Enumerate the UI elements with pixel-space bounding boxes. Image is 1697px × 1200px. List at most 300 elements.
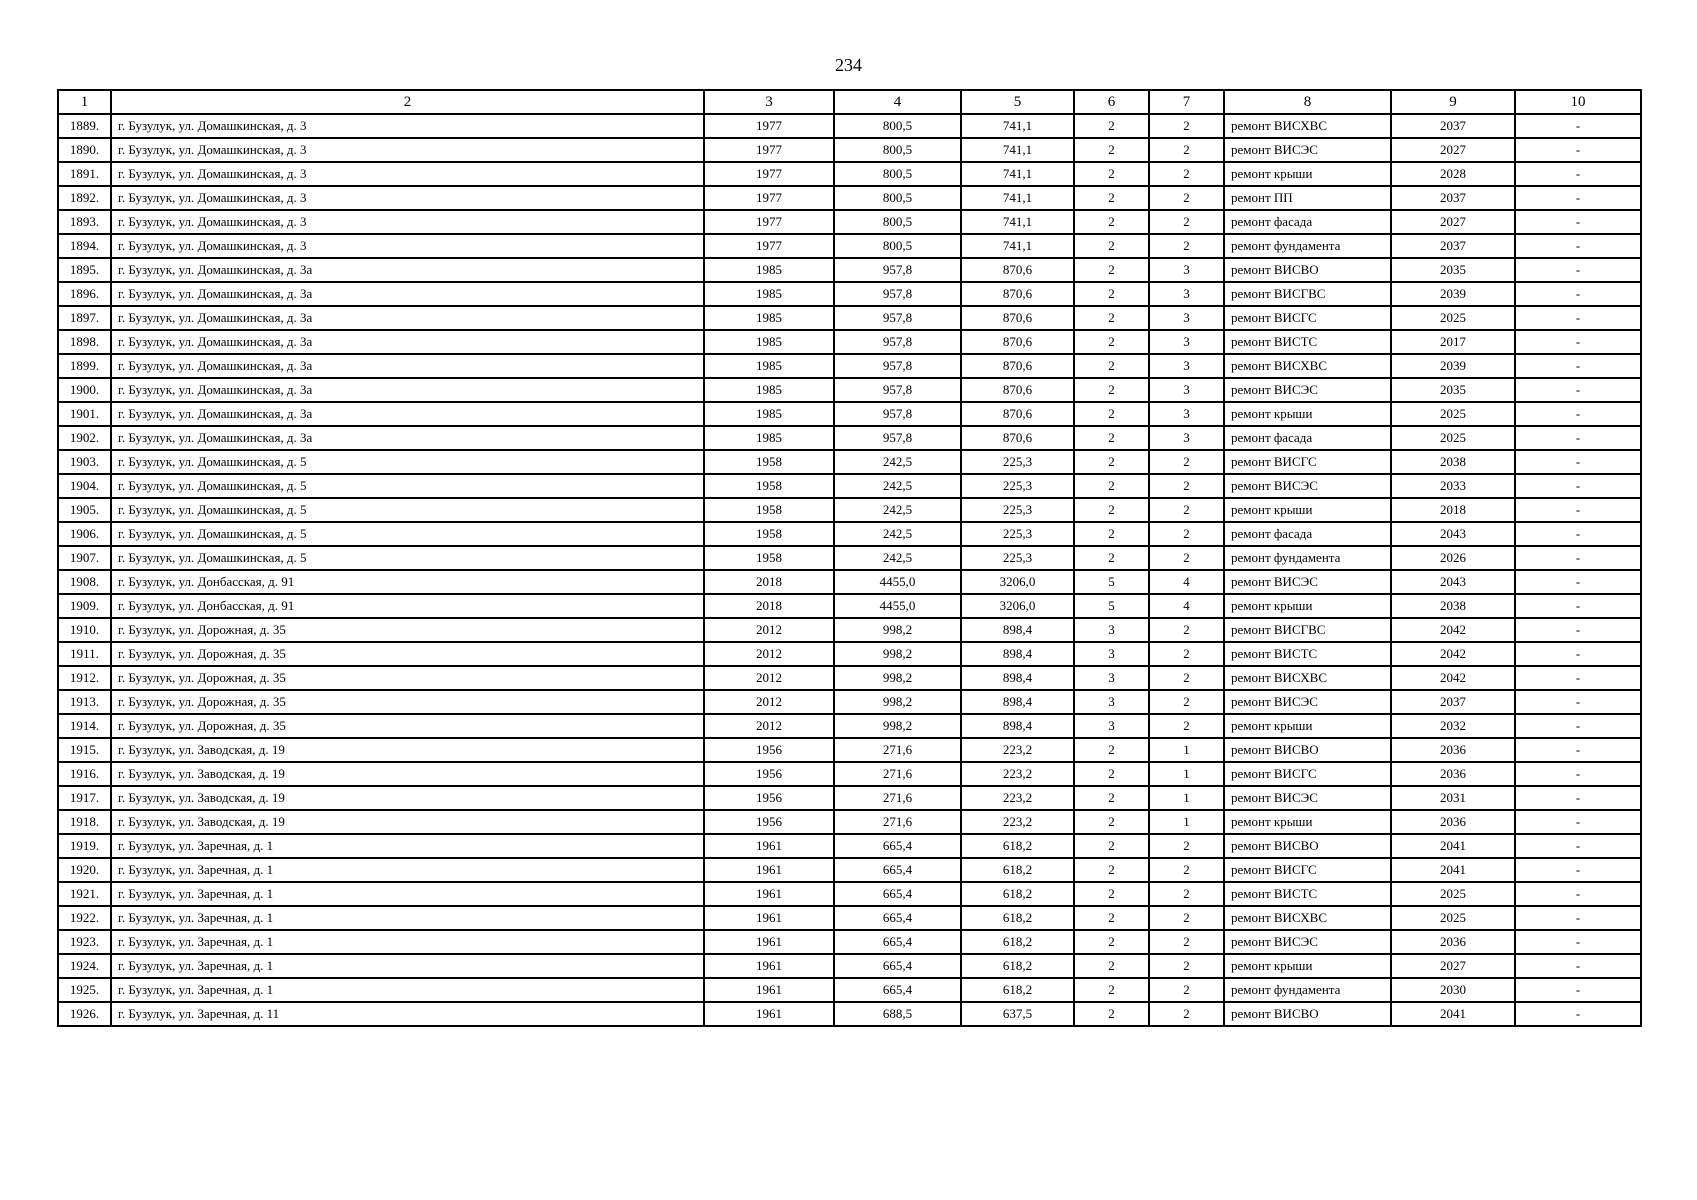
cell-living-area: 741,1 — [961, 210, 1074, 234]
table-row — [58, 978, 1641, 1002]
cell-note: - — [1515, 330, 1641, 354]
cell-year-planned: 2027 — [1391, 210, 1515, 234]
table-row — [58, 474, 1641, 498]
cell-row-number: 1899. — [58, 354, 111, 378]
cell-year-built: 1958 — [704, 474, 834, 498]
cell-floors: 2 — [1074, 330, 1149, 354]
cell-address: г. Бузулук, ул. Заречная, д. 1 — [111, 954, 704, 978]
cell-total-area: 242,5 — [834, 474, 961, 498]
cell-year-planned: 2037 — [1391, 690, 1515, 714]
cell-entrances: 3 — [1149, 306, 1224, 330]
cell-note: - — [1515, 1002, 1641, 1026]
table-row — [58, 138, 1641, 162]
cell-work-type: ремонт крыши — [1224, 594, 1391, 618]
cell-total-area: 957,8 — [834, 378, 961, 402]
cell-work-type: ремонт фундамента — [1224, 978, 1391, 1002]
cell-row-number: 1919. — [58, 834, 111, 858]
cell-living-area: 225,3 — [961, 522, 1074, 546]
cell-living-area: 618,2 — [961, 978, 1074, 1002]
cell-living-area: 618,2 — [961, 858, 1074, 882]
cell-work-type: ремонт ВИСТС — [1224, 330, 1391, 354]
cell-floors: 2 — [1074, 114, 1149, 138]
cell-year-built: 1985 — [704, 426, 834, 450]
cell-year-built: 2012 — [704, 714, 834, 738]
cell-floors: 2 — [1074, 1002, 1149, 1026]
cell-year-built: 1985 — [704, 354, 834, 378]
cell-entrances: 3 — [1149, 282, 1224, 306]
cell-year-planned: 2037 — [1391, 114, 1515, 138]
table-row — [58, 498, 1641, 522]
cell-work-type: ремонт фасада — [1224, 522, 1391, 546]
cell-row-number: 1895. — [58, 258, 111, 282]
cell-entrances: 2 — [1149, 162, 1224, 186]
cell-address: г. Бузулук, ул. Домашкинская, д. 3а — [111, 378, 704, 402]
cell-entrances: 2 — [1149, 930, 1224, 954]
cell-entrances: 2 — [1149, 234, 1224, 258]
cell-total-area: 665,4 — [834, 882, 961, 906]
cell-work-type: ремонт ВИСВО — [1224, 738, 1391, 762]
cell-year-planned: 2030 — [1391, 978, 1515, 1002]
cell-row-number: 1916. — [58, 762, 111, 786]
cell-floors: 5 — [1074, 570, 1149, 594]
cell-living-area: 3206,0 — [961, 594, 1074, 618]
cell-year-planned: 2025 — [1391, 906, 1515, 930]
cell-entrances: 4 — [1149, 594, 1224, 618]
table-row — [58, 258, 1641, 282]
cell-total-area: 957,8 — [834, 258, 961, 282]
cell-floors: 2 — [1074, 162, 1149, 186]
cell-living-area: 618,2 — [961, 954, 1074, 978]
cell-living-area: 898,4 — [961, 642, 1074, 666]
cell-work-type: ремонт ВИСЭС — [1224, 570, 1391, 594]
cell-note: - — [1515, 762, 1641, 786]
cell-year-built: 1961 — [704, 882, 834, 906]
cell-entrances: 2 — [1149, 642, 1224, 666]
cell-floors: 3 — [1074, 666, 1149, 690]
column-header-7: 7 — [1149, 90, 1224, 114]
cell-row-number: 1908. — [58, 570, 111, 594]
cell-entrances: 2 — [1149, 114, 1224, 138]
cell-floors: 2 — [1074, 402, 1149, 426]
cell-year-planned: 2042 — [1391, 642, 1515, 666]
cell-address: г. Бузулук, ул. Домашкинская, д. 5 — [111, 474, 704, 498]
cell-year-built: 1985 — [704, 306, 834, 330]
table-row — [58, 762, 1641, 786]
cell-note: - — [1515, 546, 1641, 570]
cell-floors: 5 — [1074, 594, 1149, 618]
cell-total-area: 271,6 — [834, 738, 961, 762]
cell-year-planned: 2036 — [1391, 810, 1515, 834]
cell-row-number: 1900. — [58, 378, 111, 402]
cell-note: - — [1515, 162, 1641, 186]
cell-work-type: ремонт ВИСЭС — [1224, 378, 1391, 402]
cell-row-number: 1910. — [58, 618, 111, 642]
cell-entrances: 2 — [1149, 690, 1224, 714]
cell-year-built: 1958 — [704, 450, 834, 474]
cell-work-type: ремонт крыши — [1224, 498, 1391, 522]
cell-work-type: ремонт ВИСТС — [1224, 642, 1391, 666]
cell-address: г. Бузулук, ул. Домашкинская, д. 3а — [111, 282, 704, 306]
cell-floors: 2 — [1074, 258, 1149, 282]
cell-living-area: 741,1 — [961, 138, 1074, 162]
cell-address: г. Бузулук, ул. Дорожная, д. 35 — [111, 714, 704, 738]
cell-year-built: 1961 — [704, 930, 834, 954]
cell-floors: 2 — [1074, 858, 1149, 882]
cell-entrances: 1 — [1149, 810, 1224, 834]
cell-address: г. Бузулук, ул. Домашкинская, д. 3а — [111, 330, 704, 354]
cell-entrances: 2 — [1149, 906, 1224, 930]
cell-work-type: ремонт ВИСЭС — [1224, 474, 1391, 498]
cell-address: г. Бузулук, ул. Заречная, д. 11 — [111, 1002, 704, 1026]
cell-floors: 2 — [1074, 186, 1149, 210]
table-row — [58, 210, 1641, 234]
table-row — [58, 786, 1641, 810]
cell-year-built: 1985 — [704, 378, 834, 402]
table-row — [58, 858, 1641, 882]
cell-entrances: 1 — [1149, 762, 1224, 786]
cell-address: г. Бузулук, ул. Дорожная, д. 35 — [111, 642, 704, 666]
cell-work-type: ремонт ВИСВО — [1224, 258, 1391, 282]
cell-row-number: 1923. — [58, 930, 111, 954]
cell-address: г. Бузулук, ул. Домашкинская, д. 3 — [111, 138, 704, 162]
cell-floors: 2 — [1074, 498, 1149, 522]
cell-year-planned: 2041 — [1391, 1002, 1515, 1026]
cell-living-area: 741,1 — [961, 234, 1074, 258]
cell-work-type: ремонт ВИСГС — [1224, 762, 1391, 786]
cell-entrances: 1 — [1149, 738, 1224, 762]
cell-total-area: 998,2 — [834, 690, 961, 714]
cell-living-area: 618,2 — [961, 930, 1074, 954]
cell-address: г. Бузулук, ул. Домашкинская, д. 3 — [111, 210, 704, 234]
cell-note: - — [1515, 666, 1641, 690]
cell-note: - — [1515, 114, 1641, 138]
cell-entrances: 2 — [1149, 186, 1224, 210]
cell-note: - — [1515, 258, 1641, 282]
table-row — [58, 594, 1641, 618]
table-row — [58, 618, 1641, 642]
cell-row-number: 1890. — [58, 138, 111, 162]
cell-year-built: 1985 — [704, 282, 834, 306]
cell-note: - — [1515, 498, 1641, 522]
cell-floors: 2 — [1074, 450, 1149, 474]
cell-row-number: 1914. — [58, 714, 111, 738]
cell-total-area: 998,2 — [834, 642, 961, 666]
cell-note: - — [1515, 282, 1641, 306]
cell-row-number: 1913. — [58, 690, 111, 714]
cell-row-number: 1902. — [58, 426, 111, 450]
cell-row-number: 1917. — [58, 786, 111, 810]
cell-entrances: 2 — [1149, 858, 1224, 882]
cell-floors: 2 — [1074, 738, 1149, 762]
cell-note: - — [1515, 594, 1641, 618]
cell-entrances: 2 — [1149, 450, 1224, 474]
cell-living-area: 898,4 — [961, 690, 1074, 714]
cell-floors: 2 — [1074, 978, 1149, 1002]
cell-work-type: ремонт ВИСГВС — [1224, 618, 1391, 642]
cell-year-built: 1958 — [704, 498, 834, 522]
cell-entrances: 1 — [1149, 786, 1224, 810]
cell-work-type: ремонт ВИСХВС — [1224, 114, 1391, 138]
cell-address: г. Бузулук, ул. Домашкинская, д. 3а — [111, 258, 704, 282]
table-row — [58, 906, 1641, 930]
cell-work-type: ремонт ВИСГС — [1224, 450, 1391, 474]
cell-living-area: 3206,0 — [961, 570, 1074, 594]
cell-living-area: 618,2 — [961, 834, 1074, 858]
cell-row-number: 1891. — [58, 162, 111, 186]
cell-year-built: 1977 — [704, 234, 834, 258]
cell-address: г. Бузулук, ул. Заводская, д. 19 — [111, 786, 704, 810]
cell-row-number: 1901. — [58, 402, 111, 426]
cell-note: - — [1515, 210, 1641, 234]
column-header-9: 9 — [1391, 90, 1515, 114]
table-row — [58, 402, 1641, 426]
cell-row-number: 1915. — [58, 738, 111, 762]
cell-year-built: 1961 — [704, 978, 834, 1002]
cell-year-built: 1956 — [704, 786, 834, 810]
table-row — [58, 546, 1641, 570]
cell-work-type: ремонт крыши — [1224, 954, 1391, 978]
cell-year-built: 1956 — [704, 810, 834, 834]
cell-year-planned: 2038 — [1391, 450, 1515, 474]
cell-entrances: 2 — [1149, 210, 1224, 234]
cell-total-area: 4455,0 — [834, 570, 961, 594]
cell-note: - — [1515, 978, 1641, 1002]
cell-year-planned: 2036 — [1391, 738, 1515, 762]
cell-note: - — [1515, 426, 1641, 450]
cell-year-built: 1977 — [704, 114, 834, 138]
cell-row-number: 1897. — [58, 306, 111, 330]
cell-row-number: 1898. — [58, 330, 111, 354]
cell-total-area: 242,5 — [834, 498, 961, 522]
cell-floors: 2 — [1074, 138, 1149, 162]
cell-entrances: 3 — [1149, 258, 1224, 282]
cell-note: - — [1515, 642, 1641, 666]
column-header-4: 4 — [834, 90, 961, 114]
column-header-3: 3 — [704, 90, 834, 114]
cell-living-area: 741,1 — [961, 162, 1074, 186]
cell-year-planned: 2042 — [1391, 666, 1515, 690]
cell-floors: 2 — [1074, 282, 1149, 306]
table-row — [58, 714, 1641, 738]
cell-year-built: 1985 — [704, 402, 834, 426]
cell-year-built: 2012 — [704, 666, 834, 690]
cell-floors: 3 — [1074, 642, 1149, 666]
column-header-2: 2 — [111, 90, 704, 114]
cell-work-type: ремонт ВИСТС — [1224, 882, 1391, 906]
cell-row-number: 1909. — [58, 594, 111, 618]
cell-total-area: 998,2 — [834, 666, 961, 690]
cell-work-type: ремонт ВИСЭС — [1224, 786, 1391, 810]
cell-entrances: 3 — [1149, 426, 1224, 450]
cell-year-built: 1985 — [704, 258, 834, 282]
cell-address: г. Бузулук, ул. Заводская, д. 19 — [111, 738, 704, 762]
cell-year-planned: 2025 — [1391, 426, 1515, 450]
cell-living-area: 618,2 — [961, 906, 1074, 930]
cell-floors: 3 — [1074, 618, 1149, 642]
cell-living-area: 741,1 — [961, 186, 1074, 210]
cell-floors: 2 — [1074, 786, 1149, 810]
cell-living-area: 223,2 — [961, 762, 1074, 786]
cell-note: - — [1515, 618, 1641, 642]
cell-row-number: 1905. — [58, 498, 111, 522]
cell-total-area: 800,5 — [834, 210, 961, 234]
cell-address: г. Бузулук, ул. Дорожная, д. 35 — [111, 690, 704, 714]
cell-entrances: 3 — [1149, 378, 1224, 402]
cell-note: - — [1515, 690, 1641, 714]
cell-entrances: 2 — [1149, 882, 1224, 906]
cell-note: - — [1515, 186, 1641, 210]
cell-total-area: 800,5 — [834, 162, 961, 186]
table-body — [58, 114, 1641, 1026]
cell-total-area: 271,6 — [834, 786, 961, 810]
cell-total-area: 665,4 — [834, 954, 961, 978]
table-row — [58, 378, 1641, 402]
cell-floors: 2 — [1074, 378, 1149, 402]
cell-note: - — [1515, 906, 1641, 930]
page-number: 234 — [835, 55, 862, 75]
cell-floors: 2 — [1074, 354, 1149, 378]
table-row — [58, 522, 1641, 546]
cell-total-area: 800,5 — [834, 114, 961, 138]
cell-work-type: ремонт ВИСХВС — [1224, 666, 1391, 690]
cell-entrances: 3 — [1149, 402, 1224, 426]
cell-address: г. Бузулук, ул. Домашкинская, д. 5 — [111, 522, 704, 546]
cell-work-type: ремонт ПП — [1224, 186, 1391, 210]
cell-row-number: 1911. — [58, 642, 111, 666]
cell-work-type: ремонт ВИСЭС — [1224, 690, 1391, 714]
cell-note: - — [1515, 450, 1641, 474]
table-row — [58, 282, 1641, 306]
cell-living-area: 223,2 — [961, 738, 1074, 762]
cell-year-planned: 2042 — [1391, 618, 1515, 642]
cell-total-area: 688,5 — [834, 1002, 961, 1026]
cell-year-planned: 2037 — [1391, 234, 1515, 258]
cell-entrances: 3 — [1149, 330, 1224, 354]
cell-year-planned: 2035 — [1391, 378, 1515, 402]
cell-note: - — [1515, 474, 1641, 498]
cell-floors: 2 — [1074, 834, 1149, 858]
cell-year-planned: 2026 — [1391, 546, 1515, 570]
cell-address: г. Бузулук, ул. Домашкинская, д. 3 — [111, 234, 704, 258]
cell-year-planned: 2035 — [1391, 258, 1515, 282]
cell-work-type: ремонт фасада — [1224, 210, 1391, 234]
cell-year-built: 1956 — [704, 738, 834, 762]
cell-work-type: ремонт крыши — [1224, 714, 1391, 738]
cell-total-area: 242,5 — [834, 522, 961, 546]
cell-total-area: 800,5 — [834, 138, 961, 162]
cell-year-built: 1961 — [704, 1002, 834, 1026]
cell-entrances: 2 — [1149, 834, 1224, 858]
cell-entrances: 4 — [1149, 570, 1224, 594]
table-row — [58, 666, 1641, 690]
cell-living-area: 225,3 — [961, 450, 1074, 474]
cell-year-planned: 2038 — [1391, 594, 1515, 618]
cell-living-area: 870,6 — [961, 306, 1074, 330]
cell-total-area: 242,5 — [834, 450, 961, 474]
table-row — [58, 330, 1641, 354]
cell-entrances: 2 — [1149, 138, 1224, 162]
cell-row-number: 1920. — [58, 858, 111, 882]
cell-work-type: ремонт ВИСГС — [1224, 858, 1391, 882]
cell-floors: 2 — [1074, 306, 1149, 330]
cell-year-planned: 2043 — [1391, 570, 1515, 594]
column-header-6: 6 — [1074, 90, 1149, 114]
cell-note: - — [1515, 834, 1641, 858]
cell-total-area: 242,5 — [834, 546, 961, 570]
cell-year-planned: 2032 — [1391, 714, 1515, 738]
table-row — [58, 1002, 1641, 1026]
cell-entrances: 2 — [1149, 498, 1224, 522]
cell-entrances: 2 — [1149, 714, 1224, 738]
cell-address: г. Бузулук, ул. Домашкинская, д. 3а — [111, 402, 704, 426]
cell-address: г. Бузулук, ул. Донбасская, д. 91 — [111, 570, 704, 594]
cell-row-number: 1906. — [58, 522, 111, 546]
cell-address: г. Бузулук, ул. Домашкинская, д. 3а — [111, 426, 704, 450]
cell-year-built: 1961 — [704, 834, 834, 858]
cell-year-planned: 2025 — [1391, 882, 1515, 906]
cell-entrances: 2 — [1149, 978, 1224, 1002]
cell-total-area: 800,5 — [834, 234, 961, 258]
cell-note: - — [1515, 930, 1641, 954]
cell-address: г. Бузулук, ул. Домашкинская, д. 3 — [111, 162, 704, 186]
cell-note: - — [1515, 306, 1641, 330]
cell-address: г. Бузулук, ул. Заречная, д. 1 — [111, 978, 704, 1002]
cell-year-built: 1961 — [704, 858, 834, 882]
cell-year-planned: 2025 — [1391, 402, 1515, 426]
cell-floors: 2 — [1074, 210, 1149, 234]
cell-row-number: 1926. — [58, 1002, 111, 1026]
cell-row-number: 1921. — [58, 882, 111, 906]
cell-row-number: 1896. — [58, 282, 111, 306]
cell-floors: 2 — [1074, 426, 1149, 450]
cell-note: - — [1515, 570, 1641, 594]
cell-total-area: 957,8 — [834, 306, 961, 330]
cell-living-area: 741,1 — [961, 114, 1074, 138]
cell-living-area: 618,2 — [961, 882, 1074, 906]
cell-living-area: 637,5 — [961, 1002, 1074, 1026]
cell-row-number: 1892. — [58, 186, 111, 210]
cell-address: г. Бузулук, ул. Дорожная, д. 35 — [111, 666, 704, 690]
cell-year-planned: 2041 — [1391, 858, 1515, 882]
cell-floors: 2 — [1074, 954, 1149, 978]
cell-year-built: 1961 — [704, 906, 834, 930]
cell-total-area: 957,8 — [834, 282, 961, 306]
cell-year-planned: 2033 — [1391, 474, 1515, 498]
cell-year-planned: 2041 — [1391, 834, 1515, 858]
cell-year-planned: 2027 — [1391, 138, 1515, 162]
cell-living-area: 225,3 — [961, 474, 1074, 498]
cell-floors: 2 — [1074, 474, 1149, 498]
cell-living-area: 898,4 — [961, 666, 1074, 690]
cell-work-type: ремонт ВИСЭС — [1224, 138, 1391, 162]
cell-total-area: 271,6 — [834, 810, 961, 834]
cell-entrances: 2 — [1149, 546, 1224, 570]
cell-living-area: 225,3 — [961, 498, 1074, 522]
cell-entrances: 2 — [1149, 618, 1224, 642]
cell-year-planned: 2025 — [1391, 306, 1515, 330]
cell-year-built: 1958 — [704, 546, 834, 570]
cell-work-type: ремонт ВИСВО — [1224, 834, 1391, 858]
cell-note: - — [1515, 738, 1641, 762]
table-row — [58, 954, 1641, 978]
table-row — [58, 450, 1641, 474]
cell-total-area: 998,2 — [834, 618, 961, 642]
cell-year-planned: 2039 — [1391, 282, 1515, 306]
cell-note: - — [1515, 138, 1641, 162]
column-header-1: 1 — [58, 90, 111, 114]
cell-year-built: 1977 — [704, 210, 834, 234]
column-header-8: 8 — [1224, 90, 1391, 114]
